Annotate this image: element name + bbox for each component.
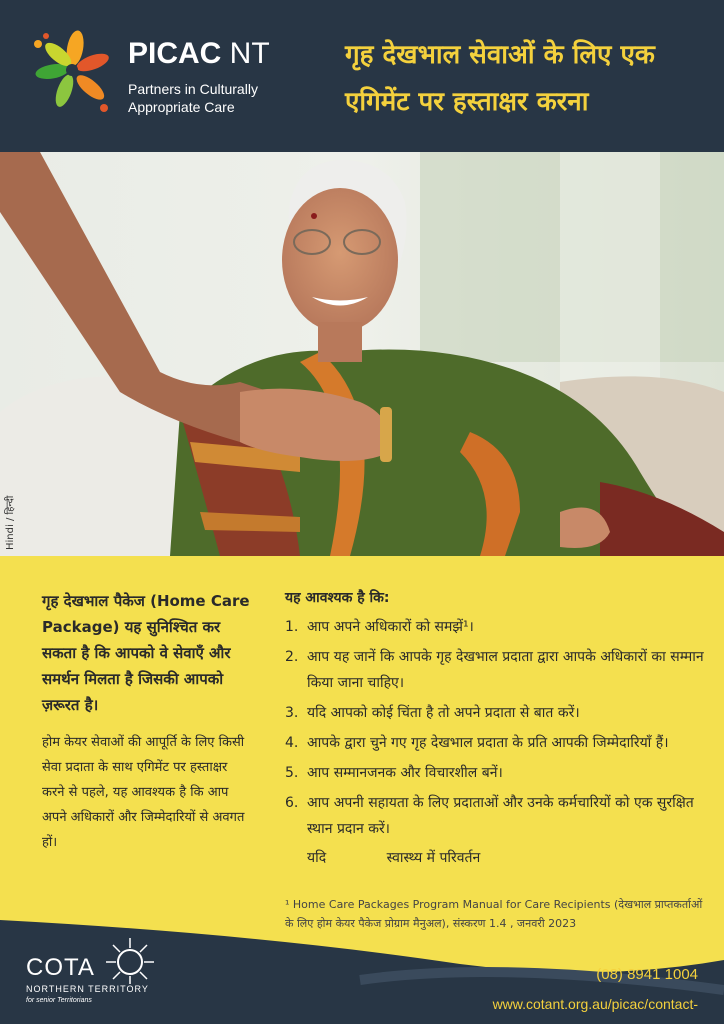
cota-wordmark: COTA [26,954,95,981]
cota-tagline: for senior Territorians [26,997,92,1004]
list-item: 6. आप अपनी सहायता के लिए प्रदाताओं और उनके कर्मचारियों को एक सुरक्षित स्थान प्रदान करें। [285,795,694,837]
contact-url-link[interactable]: www.cotant.org.au/picac/contact- [492,996,698,1012]
cota-logo [26,948,156,1008]
intro-body-text: होम केयर सेवाओं की आपूर्ति के लिए किसी सेवा प्रदाता के साथ एगिमेंट पर हस्ताक्षर करने से पहले, यह आवश्यक है कि आप अपने अधिकारों और जिम्मेदारियों से अवगत हों। [42,735,245,850]
language-label: Hindi / हिन्दी [5,495,16,550]
list-item: 1. आप अपने अधिकारों को समझें¹। [285,619,474,635]
requirements-heading: यह आवश्यक है कि: [285,590,390,606]
list-item: 2. आप यह जानें कि आपके गृह देखभाल प्रदाता द्वारा आपके अधिकारों का सम्मान किया जाना चाहिए। [285,649,704,691]
page-title: गृह देखभाल सेवाओं के लिए एक एगिमेंट पर हस्ताक्षर करना [345,40,655,117]
hero-photo [0,152,724,556]
contact-phone[interactable]: (08) 8941 1004 [596,966,698,983]
cota-region: NORTHERN TERRITORY [26,984,149,994]
right-column [285,588,705,870]
picac-logo-subtitle: Partners in Culturally Appropriate Care [128,81,258,115]
picac-logo-title: PICAC NT [128,37,270,70]
header-banner [0,0,724,152]
list-item: 4. आपके द्वारा चुने गए गृह देखभाल प्रदाता के प्रति आपकी जिम्मेदारियाँ हैं। [285,735,669,751]
footnote: ¹ Home Care Packages Program Manual for Care Recipients (देखभाल प्राप्तकर्ताओं के लिए होम केयर पैकेज प्रोग्राम मैनुअल), संस्करण 1.4 , जनवरी 2023 [285,898,703,930]
list-item: 5. आप सम्मानजनक और विचारशील बनें। [285,765,503,781]
requirements-list [285,614,705,842]
picac-flower-logo-icon [26,30,118,116]
intro-bold-text: गृह देखभाल पैकेज (Home Care Package) यह सुनिश्चित कर सकता है कि आपको वे सेवाएँ और समर्थन मिलता है जिसकी आपको ज़रूरत है। [42,592,250,714]
truncated-line: यदि स्वास्थ्य में परिवर्तन [307,850,481,866]
elderly-woman-holding-hand-image [0,152,724,556]
left-column [42,588,252,855]
list-item: 3. यदि आपको कोई चिंता है तो अपने प्रदाता से बात करें। [285,705,580,721]
cota-starburst-icon [102,936,158,986]
